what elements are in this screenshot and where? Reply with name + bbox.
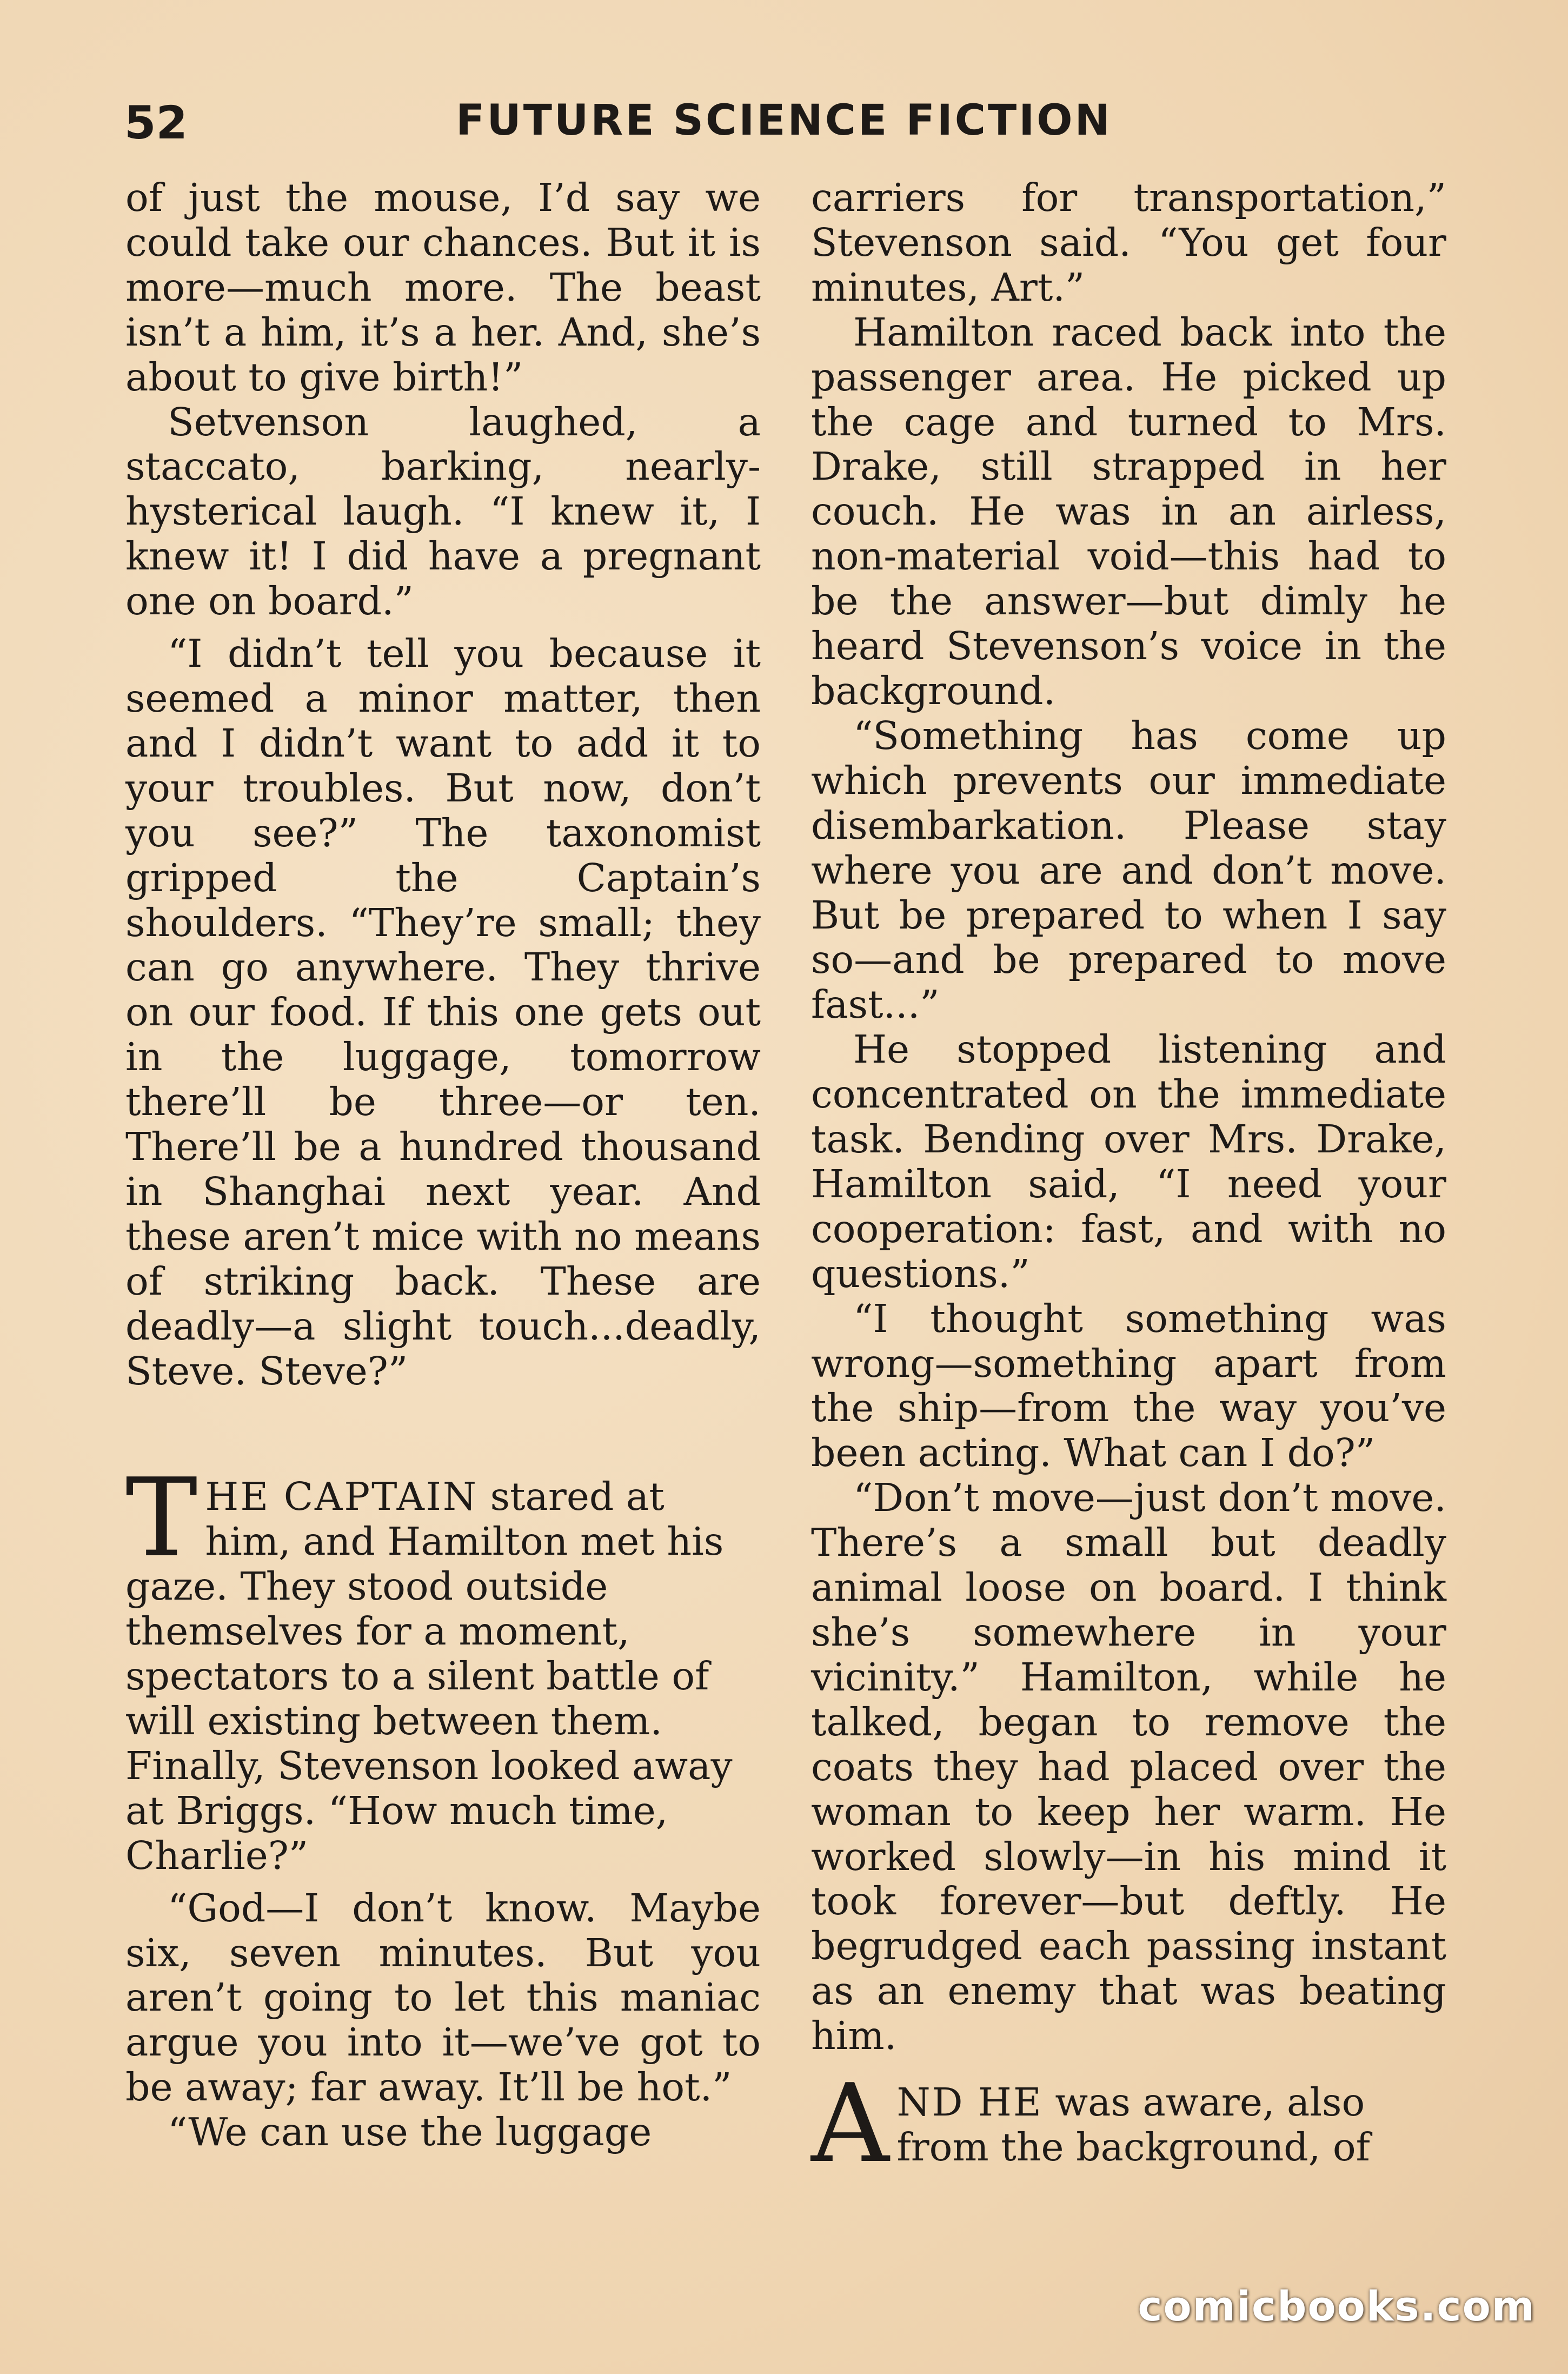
- drop-cap: T: [125, 1455, 198, 1582]
- paragraph: Setvenson laughed, a staccato, barking, nearly-hysterical laugh. “I knew it, I knew it! I did have a pregnant one on board.”: [125, 399, 761, 624]
- drop-cap: A: [811, 2061, 889, 2187]
- paragraph: from the background, of: [896, 2124, 1370, 2170]
- page-header: [124, 96, 1444, 156]
- paragraph: Hamilton raced back into the passenger area. He picked up the cage and turned to Mrs. Drake, still strapped in her couch. He was in an airless, non-material void—this had to be the answer—but dimly he heard Stevenson’s voice in the background.: [811, 309, 1446, 713]
- watermark-logo: comicbooks.com: [1138, 2282, 1536, 2330]
- section-opening-rest: stared at: [478, 1474, 665, 1520]
- paragraph: “God—I don’t know. Maybe six, seven minutes. But you aren’t going to let this maniac argue you into it—we’ve got to be away; far away. It’ll be hot.”: [125, 1885, 761, 2110]
- right-column: [811, 175, 1446, 2187]
- paragraph: “Something has come up which prevents our immediate disembarkation. Please stay where you are and don’t move. But be prepared to when I say so—and be prepared to move fast...”: [811, 713, 1446, 1027]
- page-number: 52: [124, 96, 188, 149]
- paragraph: “I didn’t tell you because it seemed a minor matter, then and I didn’t want to add it to your troubles. But now, don’t you see?” The taxonomist gripped the Captain’s shoulders. “They’re small; they can go anywhere. They thrive on our food. If this one gets out in the luggage, tomorrow there’ll be three—or ten. There’ll be a hundred thousand in Shanghai next year. And these aren’t mice with no means of striking back. These are deadly—a slight touch...deadly, Steve. Steve?”: [125, 631, 761, 1394]
- paragraph: “Don’t move—just don’t move. There’s a small but deadly animal loose on board. I think she’s somewhere in your vicinity.” Hamilton, while he talked, began to remove the coats they had placed over the woman to keep her warm. He worked slowly—in his mind it took forever—but deftly. He begrudged each passing instant as an enemy that was beating him.: [811, 1475, 1446, 2059]
- section-opening-words: ND HE: [896, 2080, 1043, 2125]
- section-opening-rest: was aware, also: [1042, 2080, 1365, 2125]
- paragraph: “I thought something was wrong—something apart from the ship—from the way you’ve been acting. What can I do?”: [811, 1296, 1446, 1476]
- section-opening: [125, 1455, 761, 1878]
- paragraph: of just the mouse, I’d say we could take our chances. But it is more—much more. The beast isn’t a him, it’s a her. And, she’s about to give birth!”: [125, 175, 761, 400]
- section-opening: [811, 2061, 1446, 2187]
- paragraph: carriers for transportation,” Stevenson said. “You get four minutes, Art.”: [811, 175, 1446, 310]
- paragraph: He stopped listening and concentrated on the immediate task. Bending over Mrs. Drake, Hamilton said, “I need your cooperation: fast, and with no questions.”: [811, 1027, 1446, 1296]
- section-opening-words: HE CAPTAIN: [205, 1474, 479, 1520]
- magazine-title: FUTURE SCIENCE FICTION: [456, 96, 1112, 145]
- paragraph: him, and Hamilton met his gaze. They stood outside themselves for a moment, spectators to a silent battle of will existing between them. Finally, Stevenson looked away at Briggs. “How much time, Charlie?”: [125, 1519, 733, 1878]
- left-column: [125, 176, 761, 2155]
- paragraph: “We can use the luggage: [168, 2110, 652, 2155]
